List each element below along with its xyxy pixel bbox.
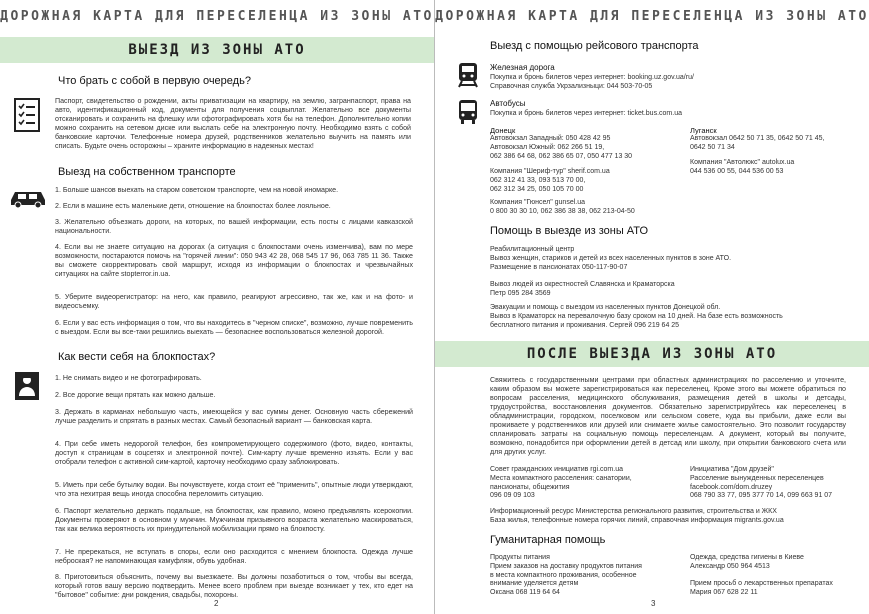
paragraph-take: Паспорт, свидетельство о рождении, акты приватизации на квартиру, на землю, загранпаспорт, права на авто, идентификационный код, документы для получения соцвыплат. Желательно все документы отсканировать и сохранить на флешку или сфотографировать хотя бы на телефон. Дополнительно копии можно сохранить на сетевом диске или выслать себе на электронную почту. Необходимо взять с собой банковские карточки. Телефонные номера друзей, родственников желательно выучить на память или списать. Будьте очень осторожны – храните информацию в надежных местах! bbox=[55, 97, 411, 150]
donetsk-text: Автовокзал Западный: 050 428 42 95 Автовокзал Южный: 062 266 51 19, 062 386 64 68, 062 386 65 07, 050 477 13 30 bbox=[490, 135, 633, 160]
soldier-icon bbox=[15, 372, 39, 400]
friends-text: Инициатива "Дом друзей" Расселение вынужденных переселенцев facebook.com/dom.druzey 068 790 33 77, 095 377 70 14, 099 663 91 07 bbox=[690, 466, 833, 500]
luhansk-text: Автовокзал 0642 50 71 35, 0642 50 71 45, 0642 50 71 34 bbox=[690, 135, 825, 151]
heading-help: Помощь в выезде из зоны АТО bbox=[490, 225, 649, 237]
list-item: 5. Иметь при себе бутылку водки. Вы почувствуете, когда стоит её "применить", опытные люди утверждают, что эта нехитрая вещь иногда способна переломить ситуацию. bbox=[55, 481, 413, 498]
page-header: ДОРОЖНАЯ КАРТА ДЛЯ ПЕРЕСЕЛЕНЦА ИЗ ЗОНЫ АТО bbox=[435, 9, 869, 24]
list-item: 7. Не пререкаться, не вступать в споры, если оно расходится с мнением блокпоста. Одежда лучше неброская? не напоминающая камуфляж, обувь удобная. bbox=[55, 548, 413, 565]
heading-car: Выезд на собственном транспорте bbox=[58, 166, 236, 178]
gunsel-text: Компания "Гюнсел" gunsel.ua 0 800 30 30 10, 062 386 38 38, 062 213-04-50 bbox=[490, 199, 635, 215]
heading-take: Что брать с собой в первую очередь? bbox=[58, 75, 251, 87]
food-text: Продукты питания Прием заказов на доставку продуктов питания в места компактного проживания, особенное внимание уделяется детям Оксана 068 119 64 64 bbox=[490, 554, 642, 597]
heading-blockpost: Как вести себя на блокпостах? bbox=[58, 351, 216, 363]
meds-text: Прием просьб о лекарственных препаратах Мария 067 628 22 11 bbox=[690, 580, 833, 596]
car-icon bbox=[8, 187, 48, 209]
checklist-icon bbox=[14, 98, 40, 132]
donetsk-title: Донецк bbox=[490, 126, 516, 135]
bus-icon bbox=[457, 99, 479, 125]
list-item: 1. Больше шансов выехать на старом советском транспорте, чем на новой иномарке. bbox=[55, 186, 339, 194]
rehab-text: Реабилитационный центр Вывоз женщин, стариков и детей из всех населенных пунктов в зоне АТО. Размещение в пансионатах 050-117-90-07 bbox=[490, 246, 732, 271]
page-number: 2 bbox=[214, 599, 219, 608]
evac-text: Эвакуации и помощь с выездом из населенных пунктов Донецкой обл. Вывоз в Краматорск на перевалочную базу сроком на 10 дней. На базе есть возможность бесплатного питания и проживания. Сергей 096 219 64 25 bbox=[490, 304, 783, 329]
bus-title: Автобусы bbox=[490, 99, 526, 108]
paragraph-after: Свяжитесь с государственными центрами при областных администрациях по расселению и уточните, каким образом вы можете зарегистрироваться как переселенец. Кроме этого вы можете обратиться по вопросам расселения, медицинского обслуживания, размещения детей в школы и детсады, трудоустройства, восстановления документов. Обязательно зарегистрируйтесь как переселенец в обладминистрации, городском, поселковом или сельском совете, куда вы прибыли, даже если вы проживаете у родственников или друзей или снимаете жилье самостоятельно. Это позволит государству спланировать затраты на социальную помощь переселенцам. А документ, который вы получите, возможно, понадобится при оформлении детей в детсад или школу, при открытии банковского счета или для других услуг. bbox=[490, 376, 846, 456]
train-icon bbox=[457, 62, 479, 88]
council-text: Совет гражданских инициатив rgi.com.ua Места компактного расселения: санатории, пансионаты, общежития 096 09 09 103 bbox=[490, 466, 632, 500]
list-item: 3. Желательно объезжать дороги, на которых, по вашей информации, есть посты с лицами кавказской национальности. bbox=[55, 218, 413, 235]
left-page bbox=[0, 0, 434, 614]
page-number: 3 bbox=[651, 599, 656, 608]
clothes-text: Одежда, средства гигиены в Киеве Александр 050 964 4513 bbox=[690, 554, 804, 570]
list-item: 4. При себе иметь недорогой телефон, без компрометирующего содержимого (фото, видео, контакты, доступ к страницам в соцсетях и электронной почте). Сим-карту лучше временно изъять. Если у вас отобрали телефон с активной сим-картой, карточку необходимо сразу заблокировать. bbox=[55, 440, 413, 466]
luhansk-title: Луганск bbox=[690, 126, 717, 135]
slav-text: Вывоз людей из окрестностей Славянска и Краматорска Петр 095 284 3569 bbox=[490, 281, 675, 297]
rail-text: Покупка и бронь билетов через интернет: booking.uz.gov.ua/ru/ Справочная служба Укрзализныци: 044 503-70-05 bbox=[490, 74, 694, 90]
section-band-after: ПОСЛЕ ВЫЕЗДА ИЗ ЗОНЫ АТО bbox=[435, 341, 869, 367]
autolux-text: Компания "Автолюкс" autolux.ua 044 536 00 55, 044 536 00 53 bbox=[690, 159, 795, 175]
rail-title: Железная дорога bbox=[490, 63, 555, 72]
sherif-text: Компания "Шериф-тур" sherif.com.ua 062 312 41 33, 093 513 70 00, 062 312 34 25, 050 105 70 00 bbox=[490, 168, 610, 193]
list-item: 5. Уберите видеорегистратор: на него, как правило, реагируют агрессивно, так же, как и на фото- и видеосъемку. bbox=[55, 293, 413, 310]
list-item: 3. Держать в карманах небольшую часть, имеющейся у вас суммы денег. Основную часть сбережений лучше разделить и спрятать в разных местах. Самый безопасный вариант — банковская карта. bbox=[55, 408, 413, 425]
minreg-text: Информационный ресурс Министерства регионального развития, строительства и ЖКХ База жилья, телефонные номера горячих линий, справочная информация migrants.gov.ua bbox=[490, 508, 784, 524]
list-item: 6. Если у вас есть информация о том, что вы находитесь в "черном списке", возможно, лучше повременить с выездом. Если вы все-таки решились выехать — безопаснее воспользоваться железной дорогой. bbox=[55, 319, 413, 336]
list-item: 6. Паспорт желательно держать подальше, на блокпостах, как правило, можно предъявлять ксерокопии. Документы проверяют в основном у мужчин. Мужчинам призывного возраста желательно маскироваться, так как велика вероятность их принудительной мобилизации прямо на блокпосту. bbox=[55, 507, 413, 533]
page-header: ДОРОЖНАЯ КАРТА ДЛЯ ПЕРЕСЕЛЕНЦА ИЗ ЗОНЫ АТО bbox=[0, 9, 434, 24]
list-item: 4. Если вы не знаете ситуацию на дорогах (а ситуация с блокпостами очень изменчива), вам по мере возможности, постараются помочь на "горячей линии": 050 943 42 28, 068 545 17 96, 063 785 11 36. Также вы сможете скорректировать свой маршрут, исходя из информации о блокпостах и чрезвычайных ситуациях на сайте stopterror.in.ua. bbox=[55, 243, 413, 278]
list-item: 1. Не снимать видео и не фотографировать. bbox=[55, 374, 202, 382]
right-page bbox=[435, 0, 869, 614]
list-item: 2. Если в машине есть маленькие дети, отношение на блокпостах более лояльное. bbox=[55, 202, 331, 210]
list-item: 8. Приготовиться объяснить, почему вы выезжаете. Вы должны позаботиться о том, чтобы вы всегда, который готов вашу версию подтвердить. Менее всего проблем при выезде возникает у тех, кто едет на "бытовое" событие: дни рождения, свадьбы, похороны. bbox=[55, 573, 413, 599]
bus-text: Покупка и бронь билетов через интернет: ticket.bus.com.ua bbox=[490, 110, 682, 117]
heading-transport: Выезд с помощью рейсового транспорта bbox=[490, 40, 699, 52]
section-band-exit: ВЫЕЗД ИЗ ЗОНЫ АТО bbox=[0, 37, 434, 63]
list-item: 2. Все дорогие вещи прятать как можно дальше. bbox=[55, 391, 216, 399]
heading-humanitarian: Гуманитарная помощь bbox=[490, 534, 606, 546]
